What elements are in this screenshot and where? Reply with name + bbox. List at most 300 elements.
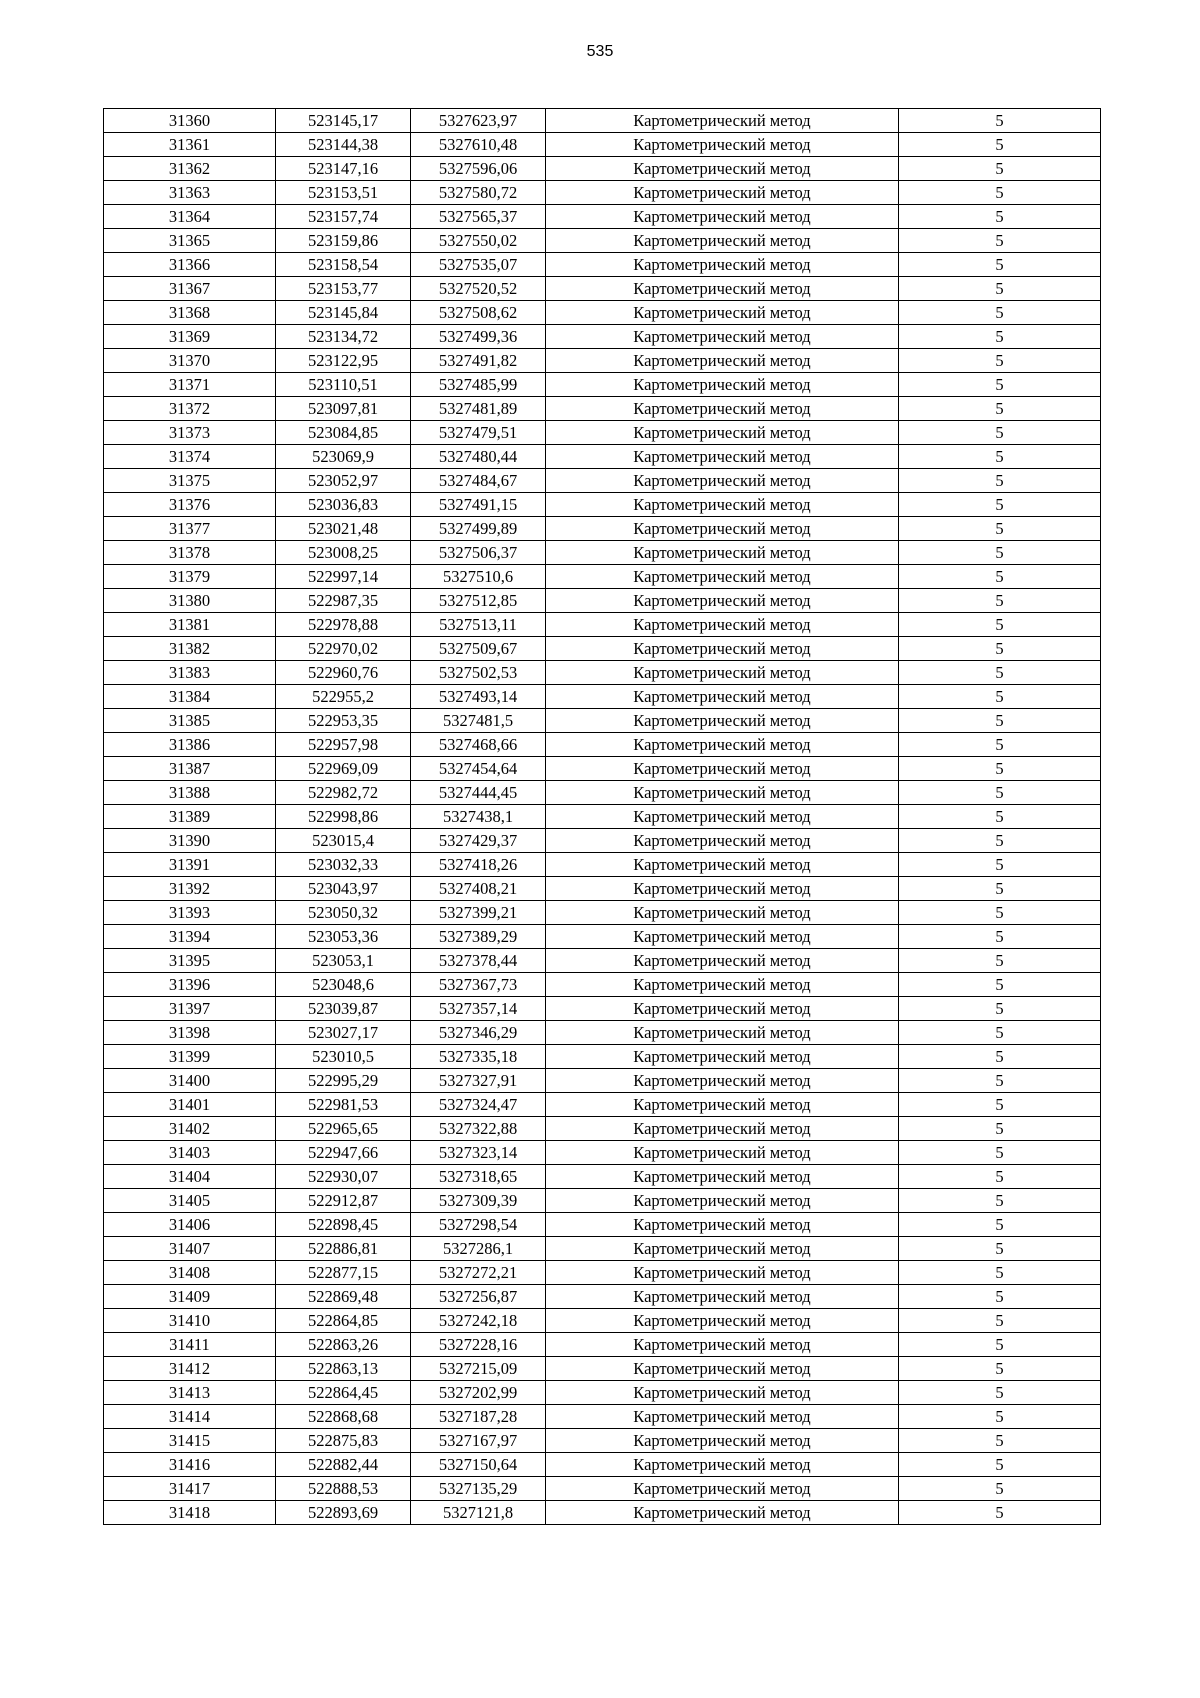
table-row (104, 709, 1101, 733)
accuracy-cell: 5 (899, 1285, 1101, 1309)
y-coordinate-cell: 5327335,18 (411, 1045, 546, 1069)
y-coordinate-cell: 5327272,21 (411, 1261, 546, 1285)
accuracy-cell: 5 (899, 661, 1101, 685)
method-cell: Картометрический метод (546, 397, 899, 421)
method-cell: Картометрический метод (546, 229, 899, 253)
accuracy-cell: 5 (899, 157, 1101, 181)
table-row (104, 493, 1101, 517)
table-row (104, 661, 1101, 685)
accuracy-cell: 5 (899, 493, 1101, 517)
x-coordinate-cell: 523010,5 (276, 1045, 411, 1069)
accuracy-cell: 5 (899, 1261, 1101, 1285)
method-cell: Картометрический метод (546, 205, 899, 229)
y-coordinate-cell: 5327215,09 (411, 1357, 546, 1381)
y-coordinate-cell: 5327499,89 (411, 517, 546, 541)
y-coordinate-cell: 5327429,37 (411, 829, 546, 853)
table-row (104, 325, 1101, 349)
method-cell: Картометрический метод (546, 373, 899, 397)
point-number-cell: 31371 (104, 373, 276, 397)
accuracy-cell: 5 (899, 181, 1101, 205)
table-row (104, 397, 1101, 421)
x-coordinate-cell: 522969,09 (276, 757, 411, 781)
table-row (104, 517, 1101, 541)
x-coordinate-cell: 523145,17 (276, 109, 411, 133)
method-cell: Картометрический метод (546, 829, 899, 853)
x-coordinate-cell: 522912,87 (276, 1189, 411, 1213)
table-row (104, 541, 1101, 565)
accuracy-cell: 5 (899, 109, 1101, 133)
point-number-cell: 31400 (104, 1069, 276, 1093)
point-number-cell: 31365 (104, 229, 276, 253)
point-number-cell: 31389 (104, 805, 276, 829)
x-coordinate-cell: 522882,44 (276, 1453, 411, 1477)
table-row (104, 997, 1101, 1021)
x-coordinate-cell: 522877,15 (276, 1261, 411, 1285)
point-number-cell: 31406 (104, 1213, 276, 1237)
y-coordinate-cell: 5327324,47 (411, 1093, 546, 1117)
point-number-cell: 31383 (104, 661, 276, 685)
table-row (104, 589, 1101, 613)
accuracy-cell: 5 (899, 1429, 1101, 1453)
point-number-cell: 31378 (104, 541, 276, 565)
accuracy-cell: 5 (899, 709, 1101, 733)
coordinates-table (103, 108, 1101, 1525)
point-number-cell: 31374 (104, 445, 276, 469)
y-coordinate-cell: 5327399,21 (411, 901, 546, 925)
point-number-cell: 31395 (104, 949, 276, 973)
y-coordinate-cell: 5327484,67 (411, 469, 546, 493)
method-cell: Картометрический метод (546, 1045, 899, 1069)
y-coordinate-cell: 5327508,62 (411, 301, 546, 325)
x-coordinate-cell: 523021,48 (276, 517, 411, 541)
point-number-cell: 31413 (104, 1381, 276, 1405)
x-coordinate-cell: 522868,68 (276, 1405, 411, 1429)
x-coordinate-cell: 522869,48 (276, 1285, 411, 1309)
y-coordinate-cell: 5327121,8 (411, 1501, 546, 1525)
accuracy-cell: 5 (899, 301, 1101, 325)
x-coordinate-cell: 523157,74 (276, 205, 411, 229)
table-row (104, 1069, 1101, 1093)
method-cell: Картометрический метод (546, 1405, 899, 1429)
x-coordinate-cell: 522965,65 (276, 1117, 411, 1141)
point-number-cell: 31388 (104, 781, 276, 805)
accuracy-cell: 5 (899, 565, 1101, 589)
accuracy-cell: 5 (899, 1045, 1101, 1069)
point-number-cell: 31376 (104, 493, 276, 517)
y-coordinate-cell: 5327408,21 (411, 877, 546, 901)
point-number-cell: 31407 (104, 1237, 276, 1261)
table-row (104, 1477, 1101, 1501)
y-coordinate-cell: 5327506,37 (411, 541, 546, 565)
table-row (104, 157, 1101, 181)
accuracy-cell: 5 (899, 325, 1101, 349)
y-coordinate-cell: 5327418,26 (411, 853, 546, 877)
method-cell: Картометрический метод (546, 157, 899, 181)
accuracy-cell: 5 (899, 781, 1101, 805)
point-number-cell: 31412 (104, 1357, 276, 1381)
point-number-cell: 31391 (104, 853, 276, 877)
table-row (104, 829, 1101, 853)
point-number-cell: 31382 (104, 637, 276, 661)
accuracy-cell: 5 (899, 397, 1101, 421)
x-coordinate-cell: 522960,76 (276, 661, 411, 685)
point-number-cell: 31373 (104, 421, 276, 445)
x-coordinate-cell: 523084,85 (276, 421, 411, 445)
method-cell: Картометрический метод (546, 349, 899, 373)
accuracy-cell: 5 (899, 1021, 1101, 1045)
y-coordinate-cell: 5327479,51 (411, 421, 546, 445)
y-coordinate-cell: 5327580,72 (411, 181, 546, 205)
point-number-cell: 31414 (104, 1405, 276, 1429)
x-coordinate-cell: 523027,17 (276, 1021, 411, 1045)
x-coordinate-cell: 523145,84 (276, 301, 411, 325)
accuracy-cell: 5 (899, 853, 1101, 877)
table-row (104, 1021, 1101, 1045)
y-coordinate-cell: 5327520,52 (411, 277, 546, 301)
table-row (104, 565, 1101, 589)
y-coordinate-cell: 5327367,73 (411, 973, 546, 997)
y-coordinate-cell: 5327481,89 (411, 397, 546, 421)
x-coordinate-cell: 522982,72 (276, 781, 411, 805)
accuracy-cell: 5 (899, 757, 1101, 781)
method-cell: Картометрический метод (546, 1237, 899, 1261)
point-number-cell: 31363 (104, 181, 276, 205)
accuracy-cell: 5 (899, 1189, 1101, 1213)
table-row (104, 757, 1101, 781)
page-number: 535 (586, 43, 614, 60)
accuracy-cell: 5 (899, 1117, 1101, 1141)
point-number-cell: 31366 (104, 253, 276, 277)
point-number-cell: 31417 (104, 1477, 276, 1501)
y-coordinate-cell: 5327438,1 (411, 805, 546, 829)
x-coordinate-cell: 522875,83 (276, 1429, 411, 1453)
table-row (104, 925, 1101, 949)
accuracy-cell: 5 (899, 925, 1101, 949)
x-coordinate-cell: 522863,13 (276, 1357, 411, 1381)
method-cell: Картометрический метод (546, 445, 899, 469)
point-number-cell: 31408 (104, 1261, 276, 1285)
x-coordinate-cell: 522898,45 (276, 1213, 411, 1237)
x-coordinate-cell: 523153,51 (276, 181, 411, 205)
table-row (104, 1381, 1101, 1405)
table-row (104, 373, 1101, 397)
y-coordinate-cell: 5327187,28 (411, 1405, 546, 1429)
x-coordinate-cell: 523110,51 (276, 373, 411, 397)
point-number-cell: 31411 (104, 1333, 276, 1357)
accuracy-cell: 5 (899, 1141, 1101, 1165)
table-row (104, 1357, 1101, 1381)
accuracy-cell: 5 (899, 277, 1101, 301)
x-coordinate-cell: 523015,4 (276, 829, 411, 853)
method-cell: Картометрический метод (546, 709, 899, 733)
accuracy-cell: 5 (899, 949, 1101, 973)
method-cell: Картометрический метод (546, 853, 899, 877)
method-cell: Картометрический метод (546, 1213, 899, 1237)
accuracy-cell: 5 (899, 133, 1101, 157)
accuracy-cell: 5 (899, 637, 1101, 661)
method-cell: Картометрический метод (546, 277, 899, 301)
y-coordinate-cell: 5327242,18 (411, 1309, 546, 1333)
x-coordinate-cell: 523050,32 (276, 901, 411, 925)
table-row (104, 1117, 1101, 1141)
accuracy-cell: 5 (899, 1453, 1101, 1477)
table-row (104, 1309, 1101, 1333)
y-coordinate-cell: 5327256,87 (411, 1285, 546, 1309)
table-row (104, 637, 1101, 661)
point-number-cell: 31399 (104, 1045, 276, 1069)
x-coordinate-cell: 523069,9 (276, 445, 411, 469)
point-number-cell: 31409 (104, 1285, 276, 1309)
method-cell: Картометрический метод (546, 565, 899, 589)
accuracy-cell: 5 (899, 373, 1101, 397)
method-cell: Картометрический метод (546, 301, 899, 325)
x-coordinate-cell: 523048,6 (276, 973, 411, 997)
accuracy-cell: 5 (899, 1309, 1101, 1333)
x-coordinate-cell: 523158,54 (276, 253, 411, 277)
y-coordinate-cell: 5327327,91 (411, 1069, 546, 1093)
point-number-cell: 31367 (104, 277, 276, 301)
method-cell: Картометрический метод (546, 1261, 899, 1285)
y-coordinate-cell: 5327610,48 (411, 133, 546, 157)
y-coordinate-cell: 5327135,29 (411, 1477, 546, 1501)
method-cell: Картометрический метод (546, 1381, 899, 1405)
accuracy-cell: 5 (899, 1477, 1101, 1501)
x-coordinate-cell: 523147,16 (276, 157, 411, 181)
accuracy-cell: 5 (899, 685, 1101, 709)
point-number-cell: 31418 (104, 1501, 276, 1525)
table-row (104, 1165, 1101, 1189)
table-row (104, 1285, 1101, 1309)
table-row (104, 1501, 1101, 1525)
method-cell: Картометрический метод (546, 1021, 899, 1045)
accuracy-cell: 5 (899, 613, 1101, 637)
method-cell: Картометрический метод (546, 1477, 899, 1501)
point-number-cell: 31381 (104, 613, 276, 637)
table-row (104, 733, 1101, 757)
method-cell: Картометрический метод (546, 469, 899, 493)
method-cell: Картометрический метод (546, 517, 899, 541)
y-coordinate-cell: 5327228,16 (411, 1333, 546, 1357)
x-coordinate-cell: 522863,26 (276, 1333, 411, 1357)
method-cell: Картометрический метод (546, 613, 899, 637)
table-row (104, 901, 1101, 925)
method-cell: Картометрический метод (546, 1069, 899, 1093)
table-row (104, 1453, 1101, 1477)
y-coordinate-cell: 5327444,45 (411, 781, 546, 805)
x-coordinate-cell: 523153,77 (276, 277, 411, 301)
point-number-cell: 31380 (104, 589, 276, 613)
x-coordinate-cell: 522930,07 (276, 1165, 411, 1189)
x-coordinate-cell: 523036,83 (276, 493, 411, 517)
method-cell: Картометрический метод (546, 1189, 899, 1213)
y-coordinate-cell: 5327454,64 (411, 757, 546, 781)
x-coordinate-cell: 522864,85 (276, 1309, 411, 1333)
x-coordinate-cell: 522987,35 (276, 589, 411, 613)
accuracy-cell: 5 (899, 1093, 1101, 1117)
table-row (104, 469, 1101, 493)
point-number-cell: 31377 (104, 517, 276, 541)
method-cell: Картометрический метод (546, 253, 899, 277)
y-coordinate-cell: 5327485,99 (411, 373, 546, 397)
y-coordinate-cell: 5327491,15 (411, 493, 546, 517)
table-row (104, 1093, 1101, 1117)
table-row (104, 421, 1101, 445)
x-coordinate-cell: 522955,2 (276, 685, 411, 709)
x-coordinate-cell: 522978,88 (276, 613, 411, 637)
accuracy-cell: 5 (899, 1069, 1101, 1093)
x-coordinate-cell: 522953,35 (276, 709, 411, 733)
method-cell: Картометрический метод (546, 733, 899, 757)
point-number-cell: 31410 (104, 1309, 276, 1333)
x-coordinate-cell: 523159,86 (276, 229, 411, 253)
method-cell: Картометрический метод (546, 949, 899, 973)
table-row (104, 877, 1101, 901)
y-coordinate-cell: 5327510,6 (411, 565, 546, 589)
table-row (104, 685, 1101, 709)
table-row (104, 1405, 1101, 1429)
accuracy-cell: 5 (899, 973, 1101, 997)
point-number-cell: 31364 (104, 205, 276, 229)
point-number-cell: 31387 (104, 757, 276, 781)
y-coordinate-cell: 5327550,02 (411, 229, 546, 253)
table-row (104, 445, 1101, 469)
y-coordinate-cell: 5327623,97 (411, 109, 546, 133)
y-coordinate-cell: 5327502,53 (411, 661, 546, 685)
y-coordinate-cell: 5327481,5 (411, 709, 546, 733)
accuracy-cell: 5 (899, 517, 1101, 541)
y-coordinate-cell: 5327512,85 (411, 589, 546, 613)
table-row (104, 1333, 1101, 1357)
method-cell: Картометрический метод (546, 925, 899, 949)
table-row (104, 109, 1101, 133)
method-cell: Картометрический метод (546, 685, 899, 709)
x-coordinate-cell: 523097,81 (276, 397, 411, 421)
y-coordinate-cell: 5327493,14 (411, 685, 546, 709)
y-coordinate-cell: 5327322,88 (411, 1117, 546, 1141)
accuracy-cell: 5 (899, 829, 1101, 853)
point-number-cell: 31405 (104, 1189, 276, 1213)
y-coordinate-cell: 5327596,06 (411, 157, 546, 181)
accuracy-cell: 5 (899, 589, 1101, 613)
x-coordinate-cell: 523032,33 (276, 853, 411, 877)
point-number-cell: 31394 (104, 925, 276, 949)
accuracy-cell: 5 (899, 901, 1101, 925)
point-number-cell: 31384 (104, 685, 276, 709)
y-coordinate-cell: 5327378,44 (411, 949, 546, 973)
method-cell: Картометрический метод (546, 1165, 899, 1189)
y-coordinate-cell: 5327499,36 (411, 325, 546, 349)
y-coordinate-cell: 5327286,1 (411, 1237, 546, 1261)
y-coordinate-cell: 5327357,14 (411, 997, 546, 1021)
x-coordinate-cell: 522970,02 (276, 637, 411, 661)
table-row (104, 181, 1101, 205)
method-cell: Картометрический метод (546, 1333, 899, 1357)
point-number-cell: 31386 (104, 733, 276, 757)
x-coordinate-cell: 523053,1 (276, 949, 411, 973)
table-row (104, 1213, 1101, 1237)
accuracy-cell: 5 (899, 1165, 1101, 1189)
table-row (104, 133, 1101, 157)
x-coordinate-cell: 523122,95 (276, 349, 411, 373)
table-row (104, 301, 1101, 325)
accuracy-cell: 5 (899, 229, 1101, 253)
method-cell: Картометрический метод (546, 541, 899, 565)
x-coordinate-cell: 523144,38 (276, 133, 411, 157)
table-row (104, 781, 1101, 805)
y-coordinate-cell: 5327468,66 (411, 733, 546, 757)
point-number-cell: 31415 (104, 1429, 276, 1453)
y-coordinate-cell: 5327480,44 (411, 445, 546, 469)
x-coordinate-cell: 523053,36 (276, 925, 411, 949)
method-cell: Картометрический метод (546, 637, 899, 661)
point-number-cell: 31368 (104, 301, 276, 325)
accuracy-cell: 5 (899, 421, 1101, 445)
x-coordinate-cell: 522957,98 (276, 733, 411, 757)
method-cell: Картометрический метод (546, 1429, 899, 1453)
table-row (104, 1429, 1101, 1453)
x-coordinate-cell: 523134,72 (276, 325, 411, 349)
accuracy-cell: 5 (899, 1381, 1101, 1405)
table-row (104, 1045, 1101, 1069)
y-coordinate-cell: 5327389,29 (411, 925, 546, 949)
method-cell: Картометрический метод (546, 1309, 899, 1333)
accuracy-cell: 5 (899, 1333, 1101, 1357)
accuracy-cell: 5 (899, 877, 1101, 901)
x-coordinate-cell: 522981,53 (276, 1093, 411, 1117)
point-number-cell: 31390 (104, 829, 276, 853)
y-coordinate-cell: 5327513,11 (411, 613, 546, 637)
accuracy-cell: 5 (899, 445, 1101, 469)
method-cell: Картометрический метод (546, 325, 899, 349)
y-coordinate-cell: 5327509,67 (411, 637, 546, 661)
table-row (104, 613, 1101, 637)
method-cell: Картометрический метод (546, 997, 899, 1021)
point-number-cell: 31416 (104, 1453, 276, 1477)
y-coordinate-cell: 5327309,39 (411, 1189, 546, 1213)
point-number-cell: 31398 (104, 1021, 276, 1045)
method-cell: Картометрический метод (546, 901, 899, 925)
table-row (104, 205, 1101, 229)
method-cell: Картометрический метод (546, 589, 899, 613)
point-number-cell: 31372 (104, 397, 276, 421)
method-cell: Картометрический метод (546, 805, 899, 829)
method-cell: Картометрический метод (546, 1501, 899, 1525)
accuracy-cell: 5 (899, 469, 1101, 493)
y-coordinate-cell: 5327346,29 (411, 1021, 546, 1045)
point-number-cell: 31361 (104, 133, 276, 157)
method-cell: Картометрический метод (546, 109, 899, 133)
table-row (104, 1261, 1101, 1285)
point-number-cell: 31401 (104, 1093, 276, 1117)
method-cell: Картометрический метод (546, 421, 899, 445)
accuracy-cell: 5 (899, 349, 1101, 373)
table-row (104, 853, 1101, 877)
y-coordinate-cell: 5327323,14 (411, 1141, 546, 1165)
point-number-cell: 31396 (104, 973, 276, 997)
table-row (104, 949, 1101, 973)
method-cell: Картометрический метод (546, 661, 899, 685)
accuracy-cell: 5 (899, 1405, 1101, 1429)
point-number-cell: 31369 (104, 325, 276, 349)
x-coordinate-cell: 522893,69 (276, 1501, 411, 1525)
accuracy-cell: 5 (899, 805, 1101, 829)
table-row (104, 1141, 1101, 1165)
x-coordinate-cell: 522888,53 (276, 1477, 411, 1501)
point-number-cell: 31360 (104, 109, 276, 133)
x-coordinate-cell: 523008,25 (276, 541, 411, 565)
x-coordinate-cell: 522995,29 (276, 1069, 411, 1093)
point-number-cell: 31403 (104, 1141, 276, 1165)
